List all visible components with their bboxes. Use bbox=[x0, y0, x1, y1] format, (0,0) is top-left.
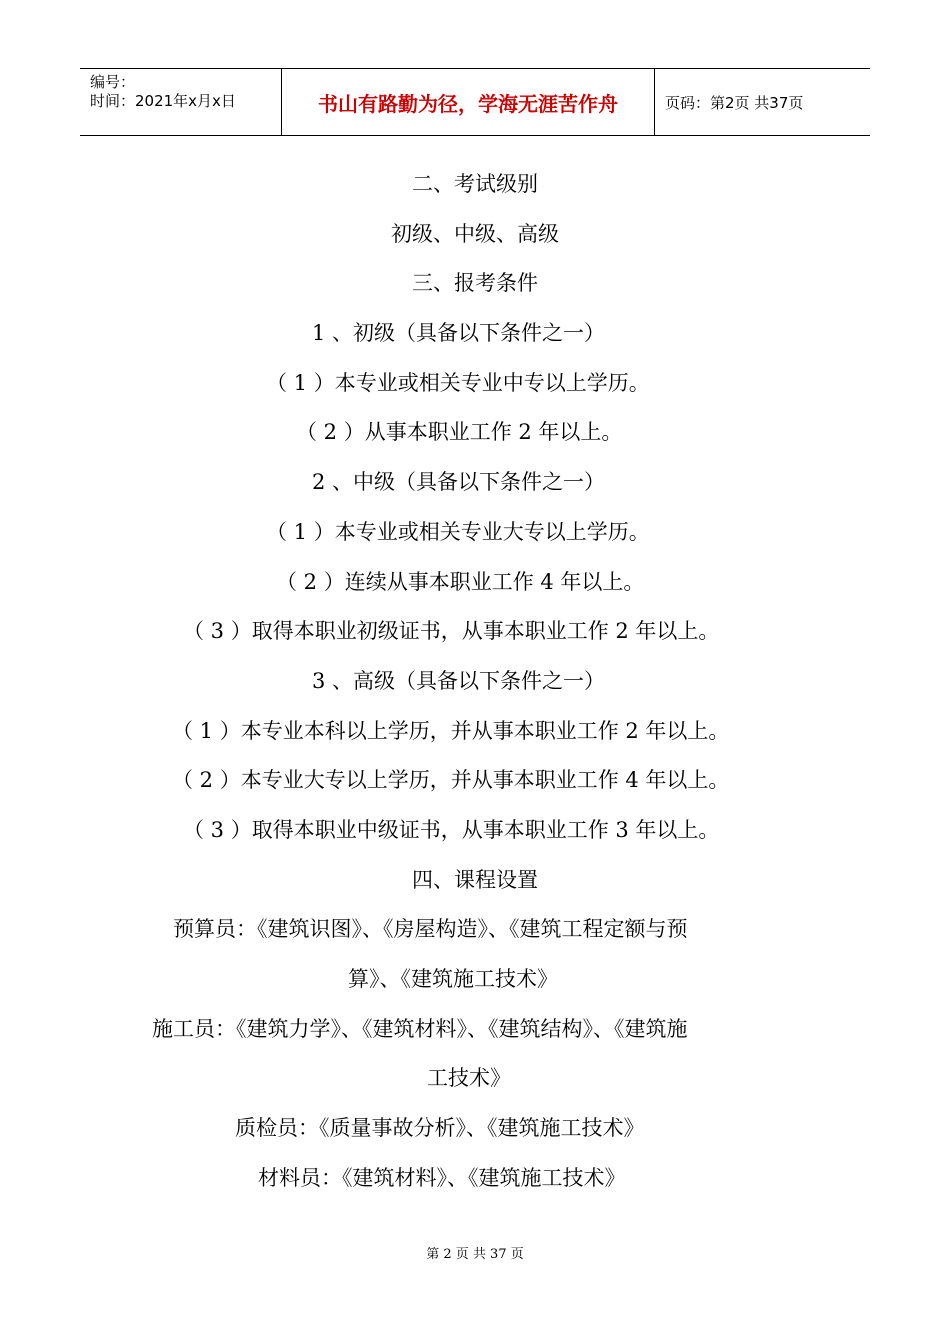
list-item: （ 2 ）本专业大专以上学历，并从事本职业工作 4 年以上。 bbox=[172, 768, 730, 793]
course-line: 施工员：《建筑力学》、《建筑材料》、《建筑结构》、《建筑施 bbox=[152, 1016, 688, 1041]
list-item: （ 2 ）连续从事本职业工作 4 年以上。 bbox=[276, 569, 645, 594]
course-line-continued: 算》、《建筑施工技术》 bbox=[348, 967, 558, 991]
paragraph-levels: 初级、中级、高级 bbox=[391, 221, 559, 246]
page-footer: 第 2 页 共 37 页 bbox=[426, 1247, 524, 1262]
list-item: （ 2 ）从事本职业工作 2 年以上。 bbox=[296, 420, 623, 445]
date-label: 时间：2021年x月x日 bbox=[90, 92, 236, 110]
section-heading-exam-level: 二、考试级别 bbox=[412, 172, 538, 196]
course-line-continued: 工技术》 bbox=[427, 1066, 511, 1091]
list-item: （ 1 ）本专业或相关专业大专以上学历。 bbox=[266, 519, 650, 544]
subheading-junior: 1 、初级（具备以下条件之一） bbox=[312, 321, 606, 346]
header-meta bbox=[80, 69, 282, 135]
section-heading-requirements: 三、报考条件 bbox=[412, 271, 538, 296]
course-line: 材料员：《建筑材料》、《建筑施工技术》 bbox=[258, 1165, 626, 1190]
header-page-info: 页码：第2页 共37页 bbox=[665, 93, 804, 112]
page-header bbox=[80, 68, 870, 136]
header-motto: 书山有路勤为径，学海无涯苦作舟 bbox=[282, 69, 655, 135]
list-item: （ 1 ）本专业本科以上学历，并从事本职业工作 2 年以上。 bbox=[172, 718, 730, 743]
section-heading-courses: 四、课程设置 bbox=[412, 867, 538, 892]
course-line: 质检员：《质量事故分析》、《建筑施工技术》 bbox=[235, 1116, 645, 1141]
list-item: （ 3 ）取得本职业中级证书，从事本职业工作 3 年以上。 bbox=[183, 817, 720, 842]
list-item: （ 3 ）取得本职业初级证书，从事本职业工作 2 年以上。 bbox=[183, 619, 720, 644]
document-body bbox=[0, 160, 950, 1203]
course-line: 预算员：《建筑识图》、《房屋构造》、《建筑工程定额与预 bbox=[173, 917, 688, 942]
subheading-intermediate: 2 、中级（具备以下条件之一） bbox=[312, 470, 606, 495]
number-label: 编号： bbox=[90, 73, 136, 91]
list-item: （ 1 ）本专业或相关专业中专以上学历。 bbox=[266, 370, 650, 395]
subheading-senior: 3 、高级（具备以下条件之一） bbox=[312, 668, 606, 693]
